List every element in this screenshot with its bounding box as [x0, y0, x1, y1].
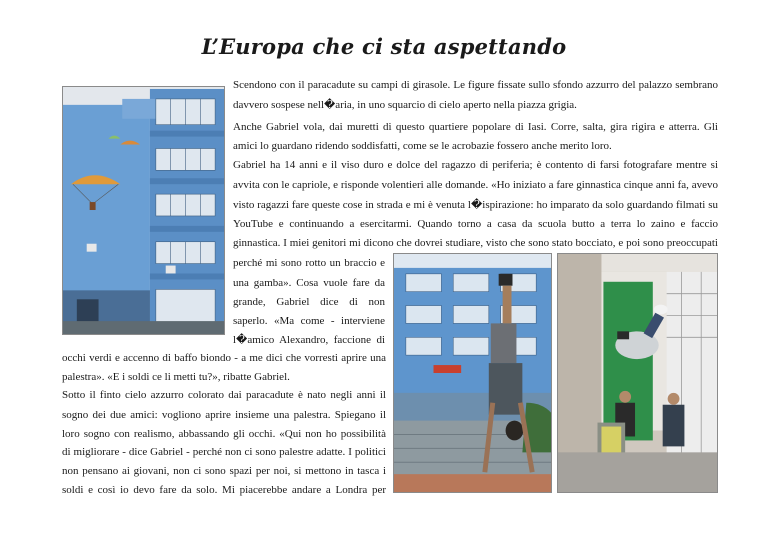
body-line: l�amico Alexandro, faccione di — [233, 334, 385, 346]
body-line: occhi verdi e accenno di baffo biondo - a me dici che vorresti aprire una — [62, 352, 386, 364]
body-line: Anche Gabriel vola, dai muretti di questo quartiere popolare di Iasi. Corre, salta, gira rigira e atterra. Gli — [233, 121, 718, 133]
body-line: amici lo guardano ridendo soddisfatti, come se le acrobazie fossero anche merito loro. — [233, 140, 612, 152]
body-line: visto ragazzi fare queste cose in strada e mi è venuta l�ispirazione: ho imparato da solo guardando filmati su — [233, 199, 718, 211]
body-line: YouTube e continuando a esercitarmi. Quando torno a casa da scuola butto a terra lo zaino e faccio — [233, 218, 718, 230]
body-line: non pensano ai giovani, non ci sono spazi per noi, si mettono in tasca i — [62, 465, 386, 477]
handstand-photo — [393, 253, 552, 493]
body-line: avvita con le capriole, e risponde volentieri alle domande. «Ho iniziato a fare ginnastica cinque anni fa, avevo — [233, 179, 718, 191]
article-title: L’Europa che ci sta aspettando — [201, 34, 567, 59]
building-parachute-photo — [62, 86, 225, 335]
acrobatic-flip-photo — [557, 253, 718, 493]
body-line: Sotto il finto cielo azzurro colorato dai paracadute è nato negli anni il — [62, 389, 386, 401]
body-line: ginnastica. I miei genitori mi dicono che dovrei studiare, visto che sono stato bocciato, e poi sono preoccupati — [233, 237, 718, 249]
body-line: loro sogno con realismo, abbassando gli occhi. «Qui non ho possibilità — [62, 428, 386, 440]
body-line: soldi e così io devo fare da solo. Mi piacerebbe andare a Londra per — [62, 484, 386, 496]
body-line: perché mi sono rotto un braccio e — [233, 257, 385, 269]
body-line: grande, Gabriel dice di non — [233, 296, 385, 308]
body-line: sogno dei due amici: vogliono aprire insieme una palestra. Spiegano il — [62, 409, 386, 421]
body-line: una gamba». Cosa vuole fare da — [233, 277, 385, 289]
body-line: Gabriel ha 14 anni e il viso duro e dolce del ragazzo di periferia; è contento di farsi fotografare mentre si — [233, 159, 718, 171]
body-line: di migliorare - dice Gabriel - perché non ci sono palestre adatte. I politici — [62, 446, 386, 458]
body-line: Scendono con il paracadute su campi di girasole. Le figure fissate sullo sfondo azzurro del palazzo sembrano — [233, 79, 718, 91]
body-line: davvero sospese nell�aria, in uno squarcio di cielo aperto nella piazza grigia. — [233, 99, 577, 111]
body-line: palestra». «E i soldi ce li metti tu?», ribatte Gabriel. — [62, 371, 290, 383]
body-line: saperlo. «Ma come - interviene — [233, 315, 385, 327]
